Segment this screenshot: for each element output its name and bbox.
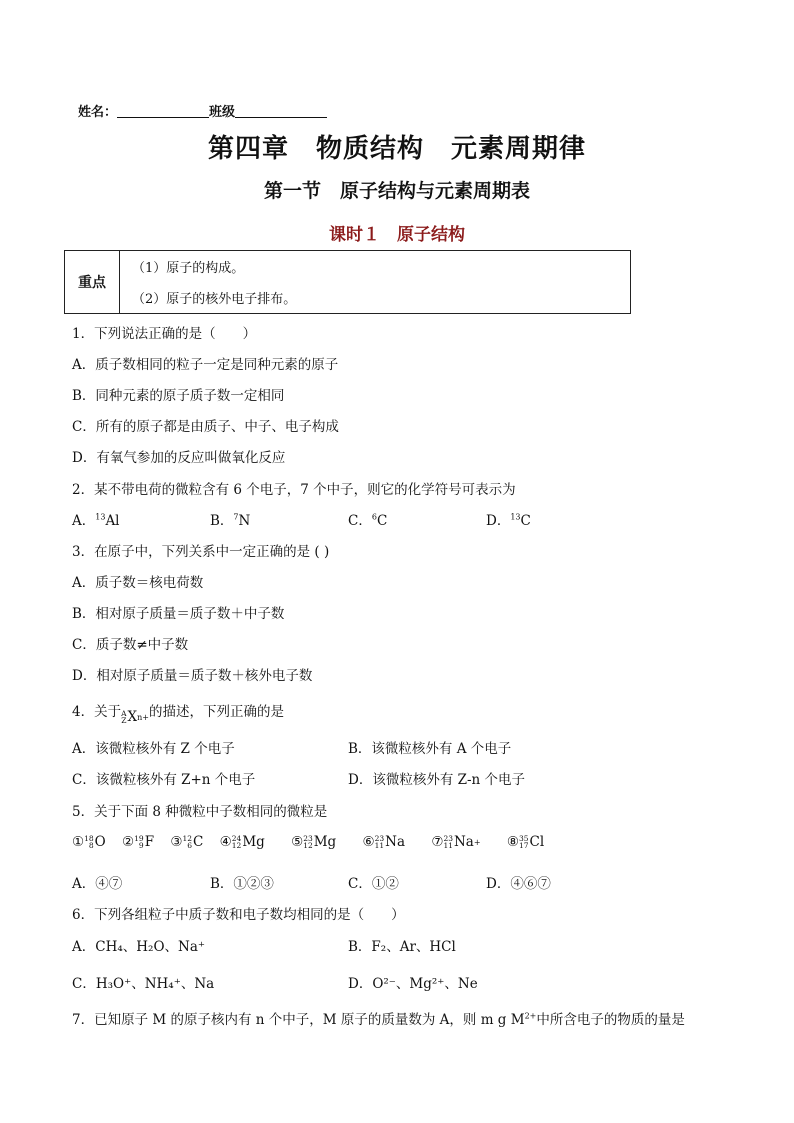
q4-option-d: D．该微粒核外有 Z-n 个电子 bbox=[348, 772, 526, 788]
q5-option-d: D．④⑥⑦ bbox=[486, 876, 551, 892]
q7-stem: 7．已知原子 M 的原子核内有 n 个中子，M 原子的质量数为 A，则 m g $M^{2+}$中所含电子的物质的量是 bbox=[72, 1011, 685, 1028]
q5-option-c: C．①② bbox=[348, 876, 399, 892]
q1-stem: 1．下列说法正确的是（ ） bbox=[72, 326, 257, 342]
student-info-line bbox=[78, 101, 327, 120]
q6-option-a: A．CH₄、H₂O、Na⁺ bbox=[72, 939, 206, 955]
q2-option-a: A．$^{13}$Al bbox=[72, 512, 120, 529]
name-blank[interactable] bbox=[117, 105, 209, 118]
particle: ⑥ 23 11 Na bbox=[362, 834, 406, 850]
q3-option-a: A．质子数＝核电荷数 bbox=[72, 575, 204, 591]
class-label: 班级 bbox=[209, 105, 236, 120]
q6-option-b: B．F₂、Ar、HCl bbox=[348, 939, 456, 955]
q4-option-a: A．该微粒核外有 Z 个电子 bbox=[72, 741, 235, 757]
key-points-list bbox=[120, 251, 296, 313]
q1-option-c: C．所有的原子都是由质子、中子、电子构成 bbox=[72, 419, 339, 435]
section-title: 第一节 原子结构与元素周期表 bbox=[263, 180, 530, 202]
q1-option-b: B．同种元素的原子质子数一定相同 bbox=[72, 388, 285, 404]
q6-option-d: D．O²⁻、Mg²⁺、Ne bbox=[348, 976, 478, 992]
name-label: 姓名： bbox=[78, 105, 118, 120]
key-point-item: （1）原子的构成。 bbox=[132, 261, 245, 276]
lesson-title: 课时１ 原子结构 bbox=[329, 225, 465, 245]
q1-option-d: D．有氧气参加的反应叫做氧化反应 bbox=[72, 450, 286, 466]
q5-option-b: B．①②③ bbox=[210, 876, 274, 892]
q1-option-a: A．质子数相同的粒子一定是同种元素的原子 bbox=[72, 357, 339, 373]
key-point-item: （2）原子的核外电子排布。 bbox=[132, 292, 297, 307]
particle: ③ 12 6 C bbox=[170, 834, 204, 850]
q4-isotope: A Z X n+ bbox=[121, 709, 149, 725]
q2-option-d: D．$^{13}$C bbox=[486, 512, 531, 529]
q3-option-c: C．质子数≠中子数 bbox=[72, 637, 189, 653]
q3-stem: 3．在原子中，下列关系中一定正确的是 ( ) bbox=[72, 544, 330, 560]
q2-stem: 2．某不带电荷的微粒含有 6 个电子，7 个中子，则它的化学符号可表示为 bbox=[72, 482, 516, 498]
q5-option-a: A．④⑦ bbox=[72, 876, 123, 892]
key-points-label: 重点 bbox=[65, 251, 120, 313]
key-points-box bbox=[64, 250, 631, 314]
class-blank[interactable] bbox=[235, 105, 327, 118]
q2-option-b: B．$^7$N bbox=[210, 512, 251, 529]
q4-stem: 4．关于 A Z X n+ 的描述，下列正确的是 bbox=[72, 704, 284, 725]
q2-option-c: C．$^6$C bbox=[348, 512, 388, 529]
particle: ⑧ 35 17 Cl bbox=[506, 834, 545, 850]
particle: ① 18 8 O bbox=[72, 834, 106, 850]
q5-stem: 5．关于下面 8 种微粒中子数相同的微粒是 bbox=[72, 804, 328, 820]
q4-option-b: B．该微粒核外有 A 个电子 bbox=[348, 741, 512, 757]
particle: ② 19 9 F bbox=[122, 834, 155, 850]
q6-stem: 6．下列各组粒子中质子数和电子数均相同的是（ ） bbox=[72, 907, 405, 923]
q4-option-c: C．该微粒核外有 Z+n 个电子 bbox=[72, 772, 256, 788]
q6-option-c: C．H₃O⁺、NH₄⁺、Na bbox=[72, 976, 215, 992]
q5-particles bbox=[72, 834, 544, 850]
particle: ④ 24 12 Mg bbox=[219, 834, 265, 850]
q3-option-b: B．相对原子质量＝质子数＋中子数 bbox=[72, 606, 285, 622]
chapter-title: 第四章 物质结构 元素周期律 bbox=[207, 134, 586, 164]
q3-option-d: D．相对原子质量＝质子数＋核外电子数 bbox=[72, 668, 313, 684]
particle: ⑤ 23 12 Mg bbox=[291, 834, 337, 850]
particle: ⑦ 23 11 Na + bbox=[431, 834, 481, 850]
